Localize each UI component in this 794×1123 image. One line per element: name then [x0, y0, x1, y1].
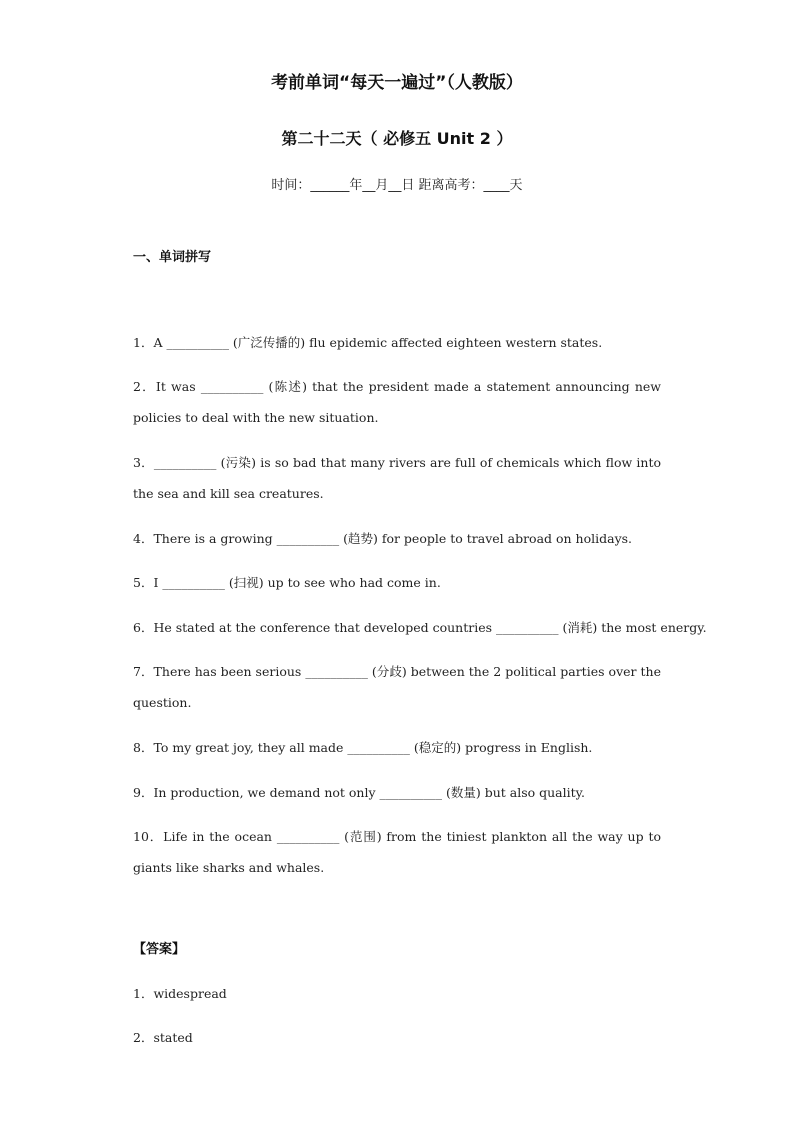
question-3: 3．__________ (污染) is so bad that many rivers are full of chemicals which flow into the sea and kill sea creatures. — [133, 455, 661, 501]
question-4: 4．There is a growing __________ (趋势) for people to travel abroad on holidays. — [133, 531, 633, 546]
answer-1: 1．widespread — [133, 986, 227, 1001]
question-6: 6．He stated at the conference that developed countries __________ (消耗) the most energy. — [133, 620, 707, 635]
question-9: 9．In production, we demand not only __________ (数量) but also quality. — [133, 785, 586, 800]
question-5: 5．I __________ (扫视) up to see who had come in. — [133, 575, 441, 590]
answer-heading: 【答案】 — [133, 942, 186, 957]
page-subtitle: 第二十二天（ 必修五 Unit 2 ） — [281, 129, 513, 148]
question-7: 7．There has been serious __________ (分歧) between the 2 political parties over the question. — [133, 664, 661, 710]
question-8: 8．To my great joy, they all made __________ (稳定的) progress in English. — [133, 740, 593, 755]
question-1: 1．A __________ (广泛传播的) flu epidemic affected eighteen western states. — [133, 335, 603, 350]
date-line: 时间：______年__月__日 距离高考：____天 — [271, 178, 523, 193]
question-10: 10．Life in the ocean __________ (范围) from the tiniest plankton all the way up to giants like sharks and whales. — [133, 829, 661, 875]
answer-2: 2．stated — [133, 1030, 193, 1045]
question-2: 2．It was __________ (陈述) that the president made a statement announcing new policies to deal with the new situation. — [133, 379, 661, 425]
section-heading: 一、单词拼写 — [133, 250, 212, 265]
page-title: 考前单词“每天一遍过”（人教版） — [271, 73, 523, 93]
